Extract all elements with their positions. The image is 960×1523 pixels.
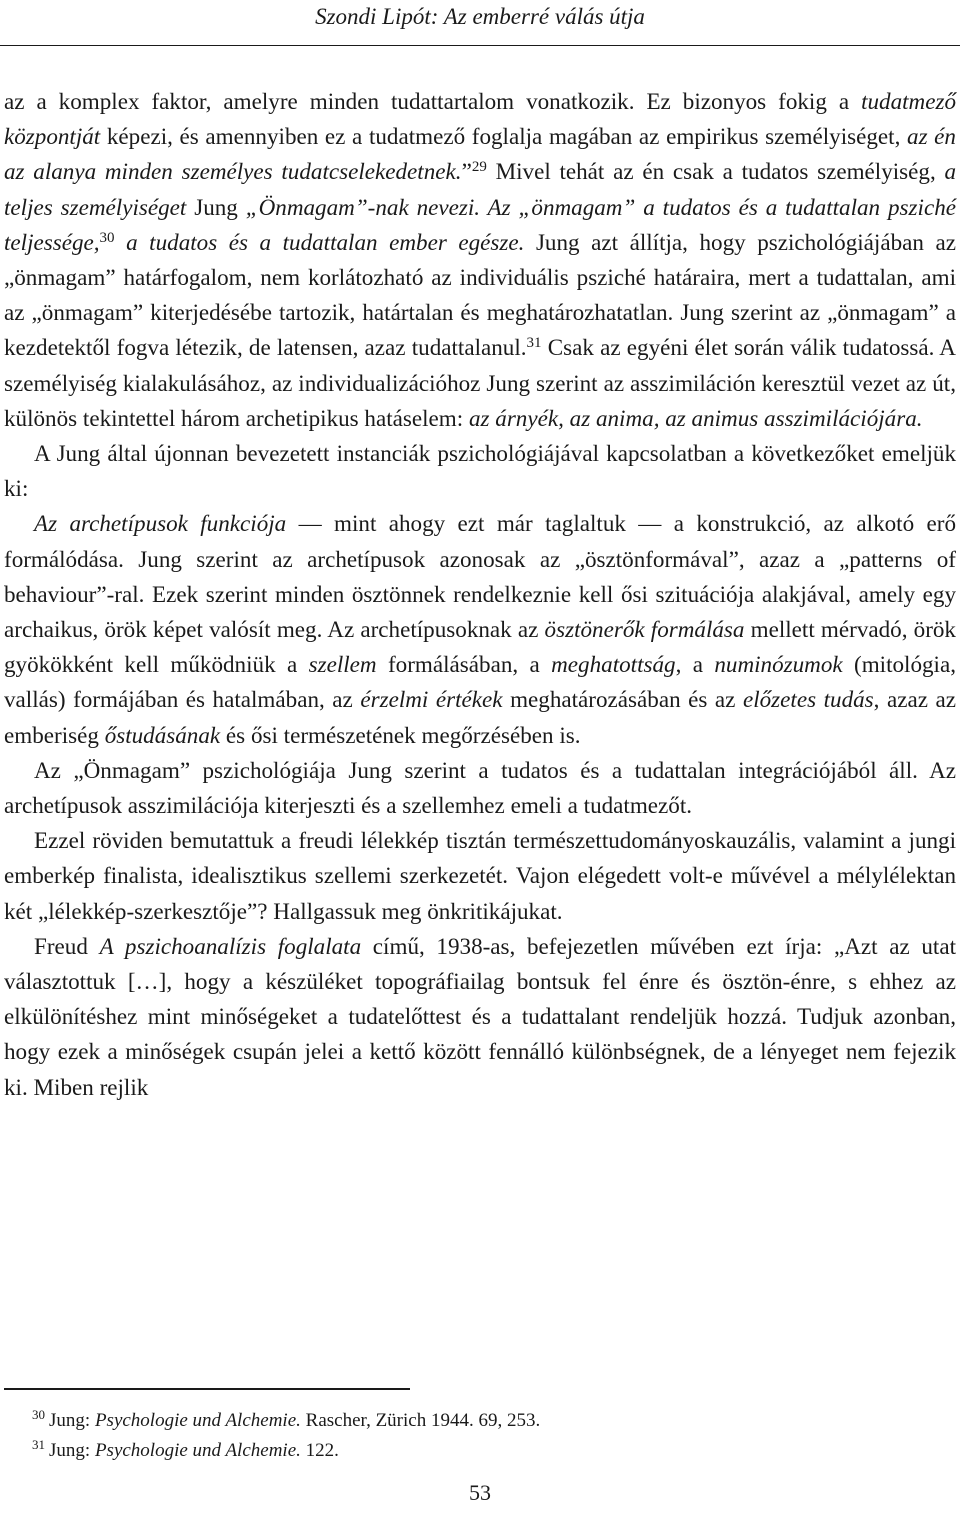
- footnote-title: Psychologie und Alchemie.: [94, 1410, 301, 1431]
- text-run: Jung:: [49, 1410, 95, 1431]
- text-run: meghatározásában és az: [502, 686, 743, 713]
- footnotes: [32, 1406, 932, 1466]
- footnote-30: [32, 1406, 932, 1436]
- italic-run: az én az alanya minden személyes tudatcselekedetnek.: [4, 123, 956, 185]
- text-run: , a: [675, 651, 715, 678]
- italic-run: „Önmagam”-nak nevezi. Az „önmagam” a tudatos és a tudattalan psziché teljessége,: [4, 193, 956, 255]
- italic-run: A pszichoanalízis foglalata: [99, 932, 362, 959]
- paragraph-6: [4, 929, 956, 1105]
- italic-run: Az archetípusok funkciója: [34, 510, 287, 537]
- footnote-rule: [4, 1388, 410, 1390]
- text-run: című, 1938-as, befejezetlen művében ezt írja: „Azt az utat választottuk […], hogy a készüléket topográfiailag bontsuk fel énre és ösztön-énre, s ehhez az elkülönítéshez mint minőségeket a tudatelőttest és a tudattalant rendeljük hozzá. Tudjuk azonban, hogy ezek a minőségek csupán jelei a kettő között fennálló különbségnek, de a lényeget nem fejezik ki. Miben rejlik: [4, 932, 957, 1100]
- italic-run: őstudásának: [104, 721, 221, 748]
- italic-run: szellem: [308, 651, 377, 678]
- text-run: , azaz az emberiség: [4, 686, 957, 748]
- italic-run: előzetes tudás: [742, 686, 874, 713]
- text-run: (mitológia, vallás) formájában és hatalmában, az: [4, 651, 956, 713]
- italic-run: meghatottság: [551, 651, 676, 678]
- italic-run: a tudatos és a tudattalan ember egésze.: [114, 228, 525, 255]
- running-header: Szondi Lipót: Az emberré válás útja: [315, 4, 645, 29]
- italic-run: tudatmező központját: [4, 88, 956, 150]
- header-rule: [0, 45, 960, 46]
- footnote-number: 30: [32, 1407, 45, 1422]
- body-text: [4, 84, 956, 1105]
- text-run: Freud: [34, 932, 100, 959]
- paragraph-1: [4, 84, 956, 436]
- italic-run: érzelmi értékek: [360, 686, 503, 713]
- text-run: Csak az egyéni élet során válik tudatossá. A személyiség kialakulásához, az individualizációhoz Jung szerint az asszimiláción keresztül vezet az út, különös tekintettel három archetipikus hatáselem:: [4, 334, 956, 431]
- italic-run: a teljes személyiséget: [4, 158, 957, 220]
- text-run: az a komplex faktor, amelyre minden tudattartalom vonatkozik. Ez bizonyos fokig a: [4, 88, 862, 114]
- italic-run: ösztönerők formálása: [544, 616, 745, 643]
- text-run: Jung:: [49, 1440, 95, 1461]
- footnote-31: [32, 1436, 932, 1466]
- text-run: Rascher, Zürich 1944. 69, 253.: [300, 1410, 541, 1431]
- paragraph-2: A Jung által újonnan bevezetett instanciák pszichológiájával kapcsolatban a következőket emeljük ki:: [4, 440, 956, 502]
- footnote-ref-29: 29: [471, 159, 487, 176]
- footnote-number: 31: [32, 1437, 45, 1452]
- paragraph-3: [4, 506, 956, 752]
- footnote-ref-31: 31: [526, 335, 542, 352]
- text-run: formálásában, a: [376, 651, 552, 678]
- text-run: Jung azt állítja, hogy pszichológiájában az „önmagam” határfogalom, nem korlátozható az individuális psziché határaira, mert a tudattalan, ami az „önmagam” kiterjedésébe tartozik, határtalan és meghatározhatatlan. Jung szerint az „önmagam” a kezdetektől fogva létezik, de latensen, azaz tudattalanul.: [4, 228, 956, 361]
- italic-run: az árnyék, az anima, az animus asszimilációjára.: [468, 404, 923, 431]
- text-run: képezi, és amennyiben ez a tudatmező foglalja magában az empirikus személyiséget,: [100, 123, 908, 150]
- text-run: Mivel tehát az én csak a tudatos személyiség,: [486, 158, 945, 185]
- paragraph-4: Az „Önmagam” pszichológiája Jung szerint a tudatos és a tudattalan integrációjából áll. Az archetípusok asszimilációja kiterjeszti és a szellemhez emeli a tudatmezőt.: [4, 756, 956, 819]
- text-run: és ősi természetének megőrzésében is.: [220, 721, 581, 748]
- paragraph-5: Ezzel röviden bemutattuk a freudi lélekkép tisztán természettudományoskauzális, valamint a jungi emberkép finalista, idealisztikus szellemi szerkezetét. Vajon elégedett volt-e művével a mélylélektan két „lélekkép-szerkesztője”? Hallgassuk meg önkritikájukat.: [4, 827, 956, 924]
- text-run: mellett mérvadó, örök gyökökként kell működniük a: [4, 616, 956, 678]
- italic-run: numinózumok: [714, 651, 843, 678]
- text-run: ”: [461, 158, 472, 185]
- footnote-ref-30: 30: [99, 229, 115, 246]
- footnote-title: Psychologie und Alchemie.: [94, 1440, 301, 1461]
- page-number: 53: [469, 1480, 491, 1505]
- text-run: — mint ahogy ezt már taglaltuk — a konstrukció, az alkotó erő formálódása. Jung szerint az archetípusok azonosak az „ösztönformával”, azaz a „patterns of behaviour”-ral. Ezek szerint minden ösztönnek rendelkeznie kell ősi szituációja alakjával, amely egy archaikus, örök képet valósít meg. Az archetípusoknak az: [4, 510, 956, 643]
- text-run: Jung: [186, 193, 246, 220]
- text-run: 122.: [300, 1440, 339, 1461]
